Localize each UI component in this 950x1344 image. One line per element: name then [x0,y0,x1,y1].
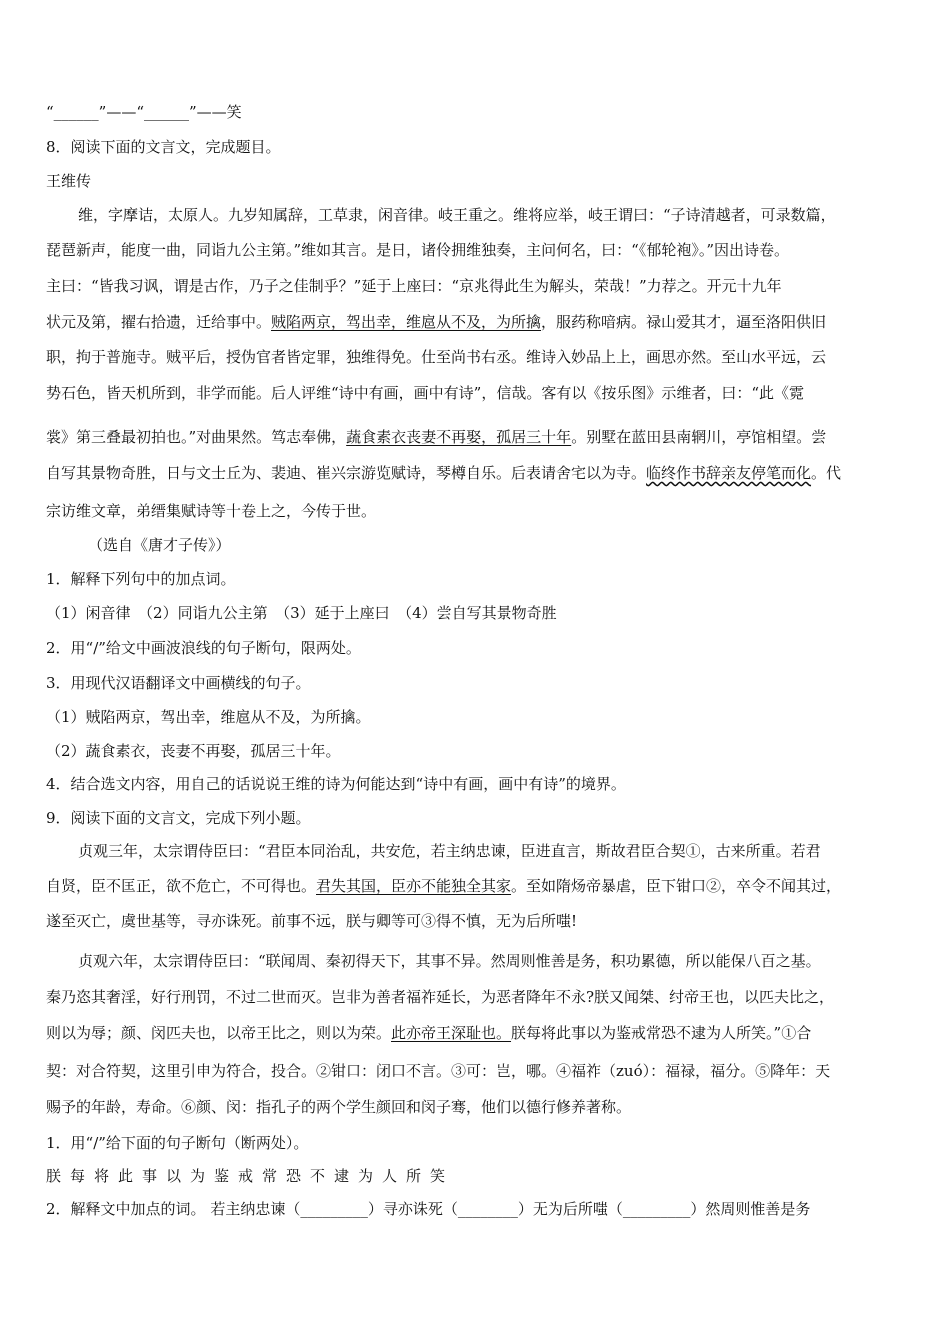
footnote-line: 契：对合符契，这里引申为符合，投合。②钳口：闭口不言。③可：岂，哪。④福祚（zuó）：福禄，福分。⑤降年：天 [46,1062,831,1080]
passage-line: 宗访维文章，弟缙集赋诗等十卷上之，今传于世。 [46,502,377,520]
plain-text: 裳》第三叠最初拍也。”对曲果然。笃志奉佛， [46,428,347,446]
passage-line: 秦乃恣其奢淫，好行刑罚，不过二世而灭。岂非为善者福祚延长，为恶者降年不永?朕又闻桀、纣帝王也，以匹夫比之， [46,988,835,1006]
plain-text: 。至如隋炀帝暴虐，臣下钳口②，卒令不闻其过， [511,877,842,895]
plain-text: 则以为辱；颜、闵匹夫也，以帝王比之，则以为荣。 [46,1024,392,1042]
question-text: 2．解释文中加点的词。 若主纳忠谏（_________）寻亦诛死（________）无为后所嗤（_________）然周则惟善是务 [46,1200,811,1218]
underlined-sentence: 此亦帝王深耻也。 [391,1024,512,1042]
passage-line: 职，拘于普施寺。贼平后，授伪官者皆定罪，独维得免。仕至尚书右丞。维诗入妙品上上，画思亦然。至山水平远，云 [46,348,827,366]
plain-text: 朕每将此事以为鉴戒常恐不逮为人所笑。”①合 [511,1024,812,1042]
passage-line [46,463,841,483]
sentence-to-punctuate: 朕每将此事以为鉴戒常恐不逮为人所笑 [46,1167,455,1185]
passage-line: 贞观六年，太宗谓侍臣曰：“联闻周、秦初得天下，其事不异。然周则惟善是务，积功累德，所以能保八百之基。 [78,952,821,970]
passage-line: 主曰：“皆我习讽，谓是古作，乃子之佳制乎？”延于上座曰：“京兆得此生为解头，荣哉！”力荐之。开元十九年 [46,277,782,295]
plain-text: 。别墅在蓝田县南辋川，亭馆相望。尝 [571,428,827,446]
question-8-heading: 8．阅读下面的文言文，完成题目。 [46,138,281,156]
fill-blank-line: “______”——“______”——笑 [46,103,242,121]
plain-text: 自写其景物奇胜，日与文士丘为、裴迪、崔兴宗游览赋诗，琴樽自乐。后表请舍宅以为寺。 [46,464,647,482]
passage-line [46,427,826,447]
question-text: 4．结合选文内容，用自己的话说说王维的诗为何能达到“诗中有画，画中有诗”的境界。 [46,775,626,793]
plain-text: 自贤，臣不匡正，欲不危亡，不可得也。 [46,877,317,895]
underlined-sentence: 君失其国，臣亦不能独全其家 [316,877,512,895]
passage-title: 王维传 [46,172,92,190]
footnote-line: 赐予的年龄，寿命。⑥颜、闵：指孔子的两个学生颜回和闵子骞，他们以德行修养著称。 [46,1098,632,1116]
passage-line: 遂至灭亡，虞世基等，寻亦诛死。前事不远，朕与卿等可③得不慎，无为后所嗤! [46,912,578,930]
plain-text: ，服药称喑病。禄山爱其才，逼至洛阳供旧 [541,313,827,331]
passage-line: 贞观三年，太宗谓侍臣曰：“君臣本同治乱，共安危，若主纳忠谏，臣进直言，斯故君臣合契①，古来所重。若君 [78,842,821,860]
underlined-sentence: 蔬食素衣丧妻不再娶，孤居三十年 [346,428,572,446]
question-text: 1．用“/”给下面的句子断句（断两处）。 [46,1134,309,1152]
question-text: （1）闲音律 （2）同诣九公主第 （3）延于上座曰 （4）尝自写其景物奇胜 [46,604,557,622]
passage-line: 势石色，皆天机所到，非学而能。后人评维“诗中有画，画中有诗”，信哉。客有以《按乐图》示维者，曰：“此《霓 [46,384,805,402]
passage-line: 维，字摩诘，太原人。九岁知属辞，工草隶，闲音律。岐王重之。维将应举，岐王谓曰：“子诗清越者，可录数篇， [78,206,836,224]
question-text: （1）贼陷两京，驾出幸，维扈从不及，为所擒。 [46,708,371,726]
passage-line: 琵琶新声，能度一曲，同诣九公主第。”维如其言。是日，诸伶拥维独奏，主问何名，曰：“《郁轮袍》。”因出诗卷。 [46,241,790,259]
question-text: （2）蔬食素衣，丧妻不再娶，孤居三十年。 [46,742,341,760]
question-text: 3．用现代汉语翻译文中画横线的句子。 [46,674,311,692]
passage-line [46,876,841,896]
plain-text: 。代 [811,464,842,482]
underlined-sentence: 贼陷两京，驾出幸，维扈从不及，为所擒 [271,313,542,331]
source-note: （选自《唐才子传》） [88,536,231,554]
question-text: 1．解释下列句中的加点词。 [46,570,236,588]
question-9-heading: 9．阅读下面的文言文，完成下列小题。 [46,809,311,827]
passage-line [46,312,826,332]
plain-text: 状元及第，擢右拾遗，迁给事中。 [46,313,272,331]
question-text: 2．用“/”给文中画波浪线的句子断句，限两处。 [46,639,361,657]
passage-line [46,1023,811,1043]
wavy-underlined-sentence: 临终作书辞亲友停笔而化 [646,464,812,482]
